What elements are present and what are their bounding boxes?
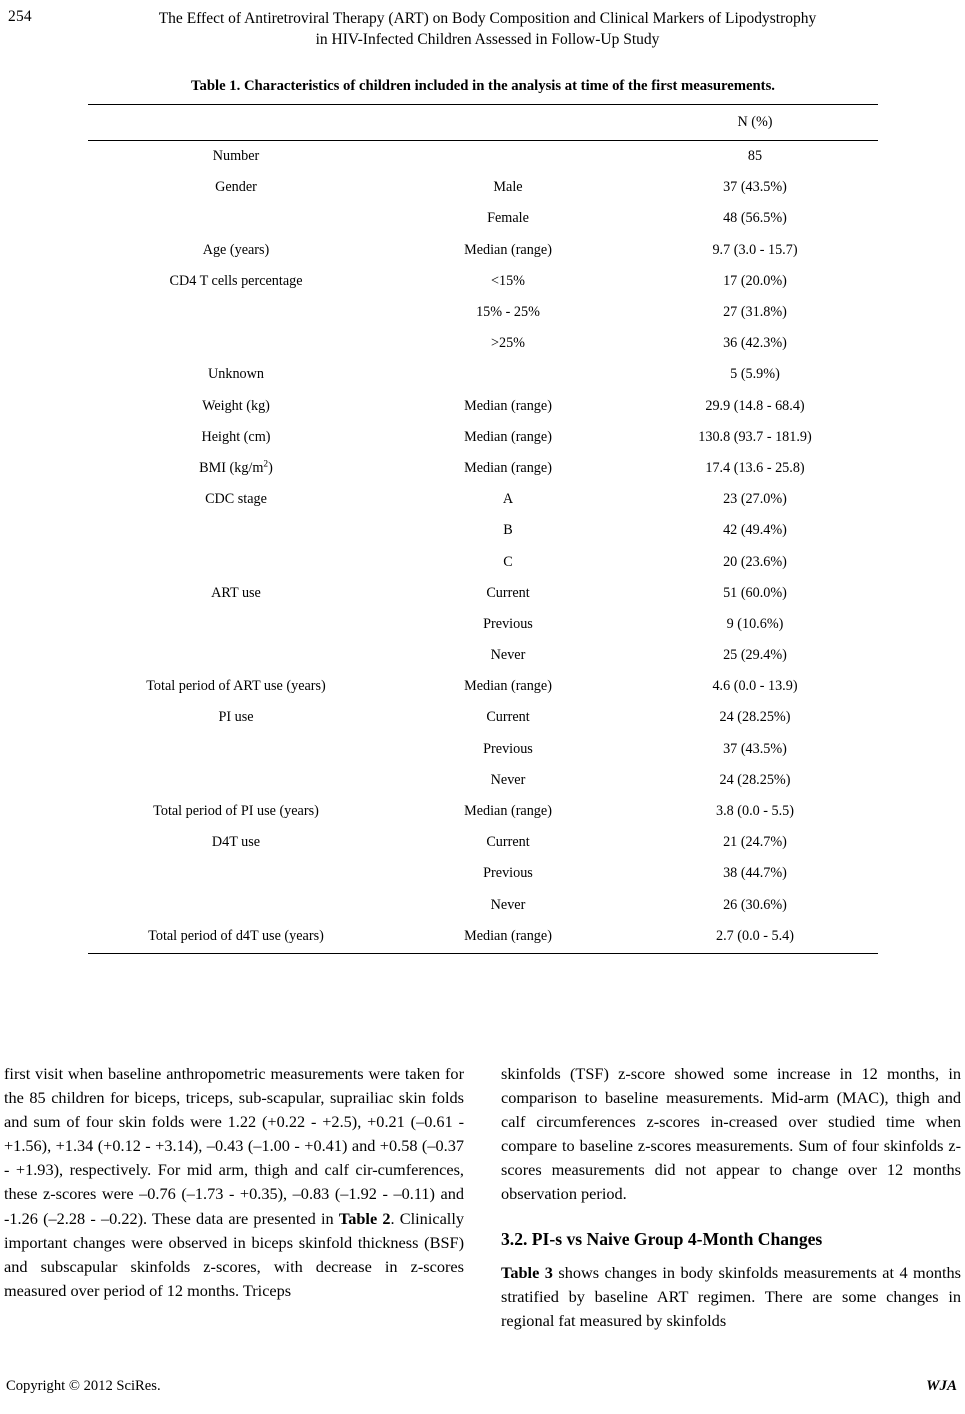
table-2-reference[interactable]: Table 2 bbox=[338, 1208, 391, 1228]
table-row bbox=[88, 640, 878, 671]
row-value: 42 (49.4%) bbox=[723, 522, 787, 539]
row-subcategory: Median (range) bbox=[464, 459, 552, 476]
row-subcategory: A bbox=[502, 491, 514, 508]
row-subcategory: Male bbox=[493, 179, 523, 196]
running-head-title bbox=[100, 8, 875, 50]
row-label: CDC stage bbox=[205, 491, 267, 508]
row-value: 24 (28.25%) bbox=[719, 771, 791, 788]
row-subcategory: Current bbox=[486, 709, 530, 726]
row-label bbox=[88, 858, 384, 889]
row-value: 17 (20.0%) bbox=[723, 272, 787, 289]
row-label bbox=[88, 734, 384, 765]
characteristics-table bbox=[88, 104, 878, 954]
row-value: 38 (44.7%) bbox=[723, 865, 787, 882]
row-subcategory: Never bbox=[490, 896, 526, 913]
right-paragraph-2 bbox=[501, 1261, 961, 1333]
table-1-block bbox=[88, 76, 878, 954]
table-row bbox=[88, 391, 878, 422]
row-subcategory bbox=[384, 359, 632, 390]
row-label: CD4 T cells percentage bbox=[169, 272, 303, 289]
table-row bbox=[88, 827, 878, 858]
left-column bbox=[4, 1062, 464, 1303]
row-value: 29.9 (14.8 - 68.4) bbox=[705, 397, 805, 414]
row-label: Number bbox=[212, 148, 260, 165]
table-row bbox=[88, 359, 878, 390]
page-number: 254 bbox=[8, 8, 32, 25]
row-subcategory: C bbox=[503, 553, 513, 570]
row-label bbox=[88, 640, 384, 671]
row-label: Unknown bbox=[208, 366, 264, 383]
table-row bbox=[88, 609, 878, 640]
row-value: 20 (23.6%) bbox=[723, 553, 787, 570]
row-subcategory: Never bbox=[490, 771, 526, 788]
table-row bbox=[88, 796, 878, 827]
row-subcategory: Current bbox=[486, 584, 530, 601]
row-label: Height (cm) bbox=[201, 428, 271, 445]
table-row bbox=[88, 328, 878, 359]
row-value: 24 (28.25%) bbox=[719, 709, 791, 726]
table-caption: Table 1. Characteristics of children included in the analysis at time of the first measurements. bbox=[191, 78, 775, 94]
row-value: 21 (24.7%) bbox=[723, 834, 787, 851]
row-value: 85 bbox=[747, 148, 763, 165]
row-subcategory: Median (range) bbox=[464, 428, 552, 445]
row-label bbox=[88, 515, 384, 546]
table-row bbox=[88, 671, 878, 702]
table-row bbox=[88, 141, 878, 173]
row-label: Total period of ART use (years) bbox=[146, 678, 326, 695]
row-value: 5 (5.9%) bbox=[730, 366, 780, 383]
row-subcategory: Median (range) bbox=[464, 397, 552, 414]
row-value: 17.4 (13.6 - 25.8) bbox=[705, 459, 805, 476]
row-label: ART use bbox=[211, 584, 261, 601]
table-row bbox=[88, 266, 878, 297]
table-row bbox=[88, 765, 878, 796]
row-label bbox=[88, 890, 384, 921]
row-label: Total period of d4T use (years) bbox=[88, 921, 384, 954]
row-value: 130.8 (93.7 - 181.9) bbox=[698, 428, 812, 445]
row-value: 25 (29.4%) bbox=[723, 647, 787, 664]
row-label bbox=[88, 765, 384, 796]
table-header-row bbox=[88, 105, 878, 141]
row-subcategory: 15% - 25% bbox=[476, 304, 540, 321]
row-subcategory: Previous bbox=[483, 865, 533, 882]
journal-abbreviation: WJA bbox=[926, 1378, 957, 1394]
row-label: Weight (kg) bbox=[202, 397, 270, 414]
table-row bbox=[88, 203, 878, 234]
row-subcategory: B bbox=[503, 522, 513, 539]
table-row bbox=[88, 702, 878, 733]
row-subcategory bbox=[384, 141, 632, 173]
left-paragraph-part2: . Clinically important changes were observed in biceps skinfold thickness (BSF) and subscapular skinfolds z-scores, with decrease in z-scores measured over period of 12 months. Triceps bbox=[4, 1208, 464, 1300]
row-subcategory: Previous bbox=[483, 740, 533, 757]
left-paragraph-part1: first visit when baseline anthropometric measurements were taken for the 85 children for biceps, triceps, sub-scapular, suprailiac skin folds and sum of four skin folds were 1.22 (+0.22 - +2.5), +0.21 (–0.61 - +1.56), +1.34 (+0.12 - +3.14), –0.43 (–1.00 - +0.41) and +0.58 (–0.37 - +1.93), respectively. For mid arm, thigh and calf cir-cumferences, these z-scores were –0.76 (–1.73 - +0.35), –0.83 (–1.92 - –0.11) and -1.26 (–2.28 - –0.22). These data are presented in bbox=[4, 1064, 464, 1228]
left-paragraph bbox=[4, 1062, 464, 1303]
running-head-title-line1: The Effect of Antiretroviral Therapy (ART) on Body Composition and Clinical Markers of Lipodystrophy bbox=[158, 10, 817, 27]
row-subcategory: Never bbox=[490, 647, 526, 664]
row-label: Gender bbox=[215, 179, 257, 196]
table-header-label-col bbox=[88, 105, 384, 141]
table-head bbox=[88, 105, 878, 141]
running-head bbox=[0, 6, 965, 52]
row-value: 37 (43.5%) bbox=[723, 179, 787, 196]
row-value: 9.7 (3.0 - 15.7) bbox=[712, 241, 798, 258]
row-value: 23 (27.0%) bbox=[723, 491, 787, 508]
row-subcategory: Median (range) bbox=[464, 803, 552, 820]
row-subcategory: Median (range) bbox=[384, 921, 632, 954]
row-label: Age (years) bbox=[202, 241, 270, 258]
row-value: 26 (30.6%) bbox=[723, 896, 787, 913]
row-value: 48 (56.5%) bbox=[723, 210, 787, 227]
table-row bbox=[88, 297, 878, 328]
table-row bbox=[88, 858, 878, 889]
row-value: 37 (43.5%) bbox=[723, 740, 787, 757]
row-label bbox=[88, 203, 384, 234]
table-header-sub-col bbox=[384, 105, 632, 141]
table-row bbox=[88, 515, 878, 546]
right-paragraph-2-text: shows changes in body skinfolds measurements at 4 months stratified by baseline ART regimen. There are some changes in regional fat measured by skinfolds bbox=[501, 1262, 961, 1330]
row-label bbox=[88, 609, 384, 640]
table-row bbox=[88, 422, 878, 453]
row-value: 2.7 (0.0 - 5.4) bbox=[632, 921, 878, 954]
table-row bbox=[88, 235, 878, 266]
row-label bbox=[88, 328, 384, 359]
table-body bbox=[88, 141, 878, 954]
row-label bbox=[88, 546, 384, 577]
row-value: 36 (42.3%) bbox=[723, 335, 787, 352]
table-row bbox=[88, 734, 878, 765]
table-row bbox=[88, 453, 878, 484]
table-row bbox=[88, 172, 878, 203]
table-row bbox=[88, 921, 878, 954]
row-subcategory: Current bbox=[486, 834, 530, 851]
row-value: 9 (10.6%) bbox=[726, 615, 784, 632]
row-value: 3.8 (0.0 - 5.5) bbox=[715, 803, 795, 820]
table-row bbox=[88, 890, 878, 921]
row-label: Total period of PI use (years) bbox=[153, 803, 319, 820]
row-value: 27 (31.8%) bbox=[723, 304, 787, 321]
row-value: 51 (60.0%) bbox=[723, 584, 787, 601]
table-row bbox=[88, 578, 878, 609]
body-columns bbox=[0, 1062, 965, 1362]
row-subcategory: Median (range) bbox=[464, 241, 552, 258]
table-header-value-col: N (%) bbox=[632, 105, 878, 141]
row-subcategory: >25% bbox=[490, 335, 525, 352]
copyright-notice: Copyright © 2012 SciRes. bbox=[6, 1378, 161, 1394]
row-value: 4.6 (0.0 - 13.9) bbox=[712, 678, 798, 695]
row-subcategory: Previous bbox=[483, 615, 533, 632]
table-row bbox=[88, 484, 878, 515]
row-label: PI use bbox=[218, 709, 254, 726]
right-paragraph-1: skinfolds (TSF) z-score showed some increase in 12 months, in comparison to baseline measurements. Mid-arm (MAC), thigh and calf circumferences z-scores in-creased over studied time when compare to baseline z-scores measurements. Sum of four skinfolds z-scores measurements did not appear to change over 12 months observation period. bbox=[501, 1064, 961, 1204]
row-subcategory: Median (range) bbox=[464, 678, 552, 695]
running-head-title-line2: in HIV-Infected Children Assessed in Follow-Up Study bbox=[315, 31, 660, 48]
row-subcategory: <15% bbox=[490, 272, 525, 289]
row-label bbox=[88, 297, 384, 328]
table-3-reference[interactable]: Table 3 bbox=[501, 1262, 553, 1282]
row-label: BMI $(kg/m^2)$ bbox=[199, 459, 273, 476]
right-column bbox=[501, 1062, 961, 1333]
section-heading-3-2: 3.2. PI-s vs Naive Group 4-Month Changes bbox=[501, 1228, 823, 1249]
row-label: D4T use bbox=[211, 834, 261, 851]
table-row bbox=[88, 546, 878, 577]
page-footer bbox=[0, 1378, 965, 1400]
row-subcategory: Female bbox=[487, 210, 529, 227]
